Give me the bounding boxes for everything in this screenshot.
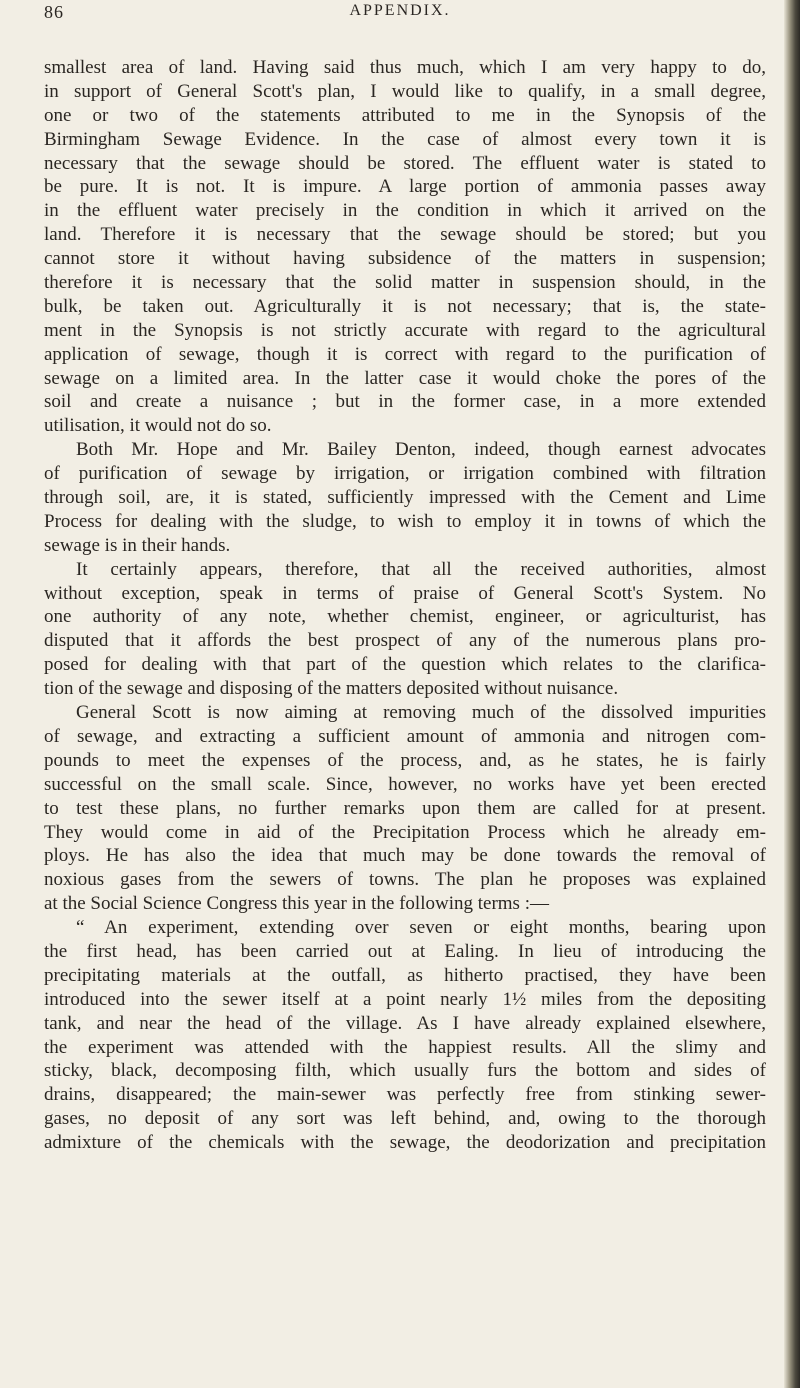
text-line: successful on the small scale. Since, however, no works have yet been erected [44,773,766,795]
text-line: in the effluent water precisely in the condition in which it arrived on the [44,200,766,222]
text-line: soil and create a nuisance ; but in the former case, in a more extended [44,391,766,413]
text-line: Process for dealing with the sludge, to wish to employ it in towns of which the [44,510,766,532]
text-line: smallest area of land. Having said thus much, which I am very happy to do, [44,57,766,78]
text-line: gases, no deposit of any sort was left behind, and, owing to the thorough [44,1108,766,1130]
text-line: They would come in aid of the Precipitation Process which he already em- [44,821,766,843]
text-line: Birmingham Sewage Evidence. In the case of almost every town it is [44,128,766,150]
text-line: one or two of the statements attributed to me in the Synopsis of the [44,104,766,126]
page-body [44,56,766,1155]
text-line: Both Mr. Hope and Mr. Bailey Denton, indeed, though earnest advocates [76,439,766,461]
page-number: 86 [44,2,64,22]
running-title: APPENDIX. [349,2,451,19]
text-line: one authority of any note, whether chemist, engineer, or agriculturist, has [44,606,766,628]
text-line: noxious gases from the sewers of towns. The plan he proposes was explained [44,869,766,891]
text-line: without exception, speak in terms of praise of General Scott's System. No [44,582,766,604]
text-line: pounds to meet the expenses of the process, and, as he states, he is fairly [44,749,766,771]
text-line: through soil, are, it is stated, sufficiently impressed with the Cement and Lime [44,487,766,509]
text-line: tank, and near the head of the village. As I have already explained elsewhere, [44,1012,766,1034]
text-line: posed for dealing with that part of the question which relates to the clarifica- [44,654,766,676]
text-line: cannot store it without having subsidence of the matters in suspension; [44,248,766,270]
text-line: in support of General Scott's plan, I would like to qualify, in a small degree, [44,80,766,102]
text-line: sewage is in their hands. [44,534,231,556]
paragraph [44,558,766,701]
text-line: the experiment was attended with the happiest results. All the slimy and [44,1036,766,1058]
text-line: bulk, be taken out. Agriculturally it is not necessary; that is, the state- [44,295,766,317]
text-line: ment in the Synopsis is not strictly accurate with regard to the agricultural [44,319,766,341]
text-line: General Scott is now aiming at removing much of the dissolved impurities [76,702,766,724]
text-line: at the Social Science Congress this year in the following terms :— [44,893,549,915]
text-line: tion of the sewage and disposing of the matters deposited without nuisance. [44,678,619,700]
paragraph [44,701,766,916]
text-line: It certainly appears, therefore, that all the received authorities, almost [76,558,766,580]
text-line: to test these plans, no further remarks upon them are called for at present. [44,797,766,819]
text-line: necessary that the sewage should be stored. The effluent water is stated to [44,152,766,174]
text-line: application of sewage, though it is correct with regard to the purification of [44,343,766,365]
text-line: of purification of sewage by irrigation, or irrigation combined with filtration [44,463,766,485]
text-line: of sewage, and extracting a sufficient amount of ammonia and nitrogen com- [44,725,766,747]
paragraph [44,56,766,438]
text-line: drains, disappeared; the main-sewer was perfectly free from stinking sewer- [44,1084,766,1106]
text-line: disputed that it affords the best prospect of any of the numerous plans pro- [44,630,766,652]
text-line: “ An experiment, extending over seven or eight months, bearing upon [76,917,766,939]
paragraph [44,438,766,557]
text-line: utilisation, it would not do so. [44,415,272,437]
text-line: sticky, black, decomposing filth, which usually furs the bottom and sides of [44,1060,766,1082]
text-line: therefore it is necessary that the solid matter in suspension should, in the [44,272,766,294]
text-line: ploys. He has also the idea that much may be done towards the removal of [44,845,766,867]
book-binding-shadow [784,0,800,1388]
text-line: introduced into the sewer itself at a point nearly 1½ miles from the depositing [44,988,766,1010]
paragraph [44,916,766,1155]
text-line: be pure. It is not. It is impure. A large portion of ammonia passes away [44,176,766,198]
text-line: precipitating materials at the outfall, as hitherto practised, they have been [44,964,766,986]
text-line: sewage on a limited area. In the latter case it would choke the pores of the [44,367,766,389]
text-line: land. Therefore it is necessary that the sewage should be stored; but you [44,224,766,246]
text-line: the first head, has been carried out at Ealing. In lieu of introducing the [44,940,766,962]
text-line: admixture of the chemicals with the sewage, the deodorization and precipitation [44,1132,766,1154]
page-header [0,2,800,26]
